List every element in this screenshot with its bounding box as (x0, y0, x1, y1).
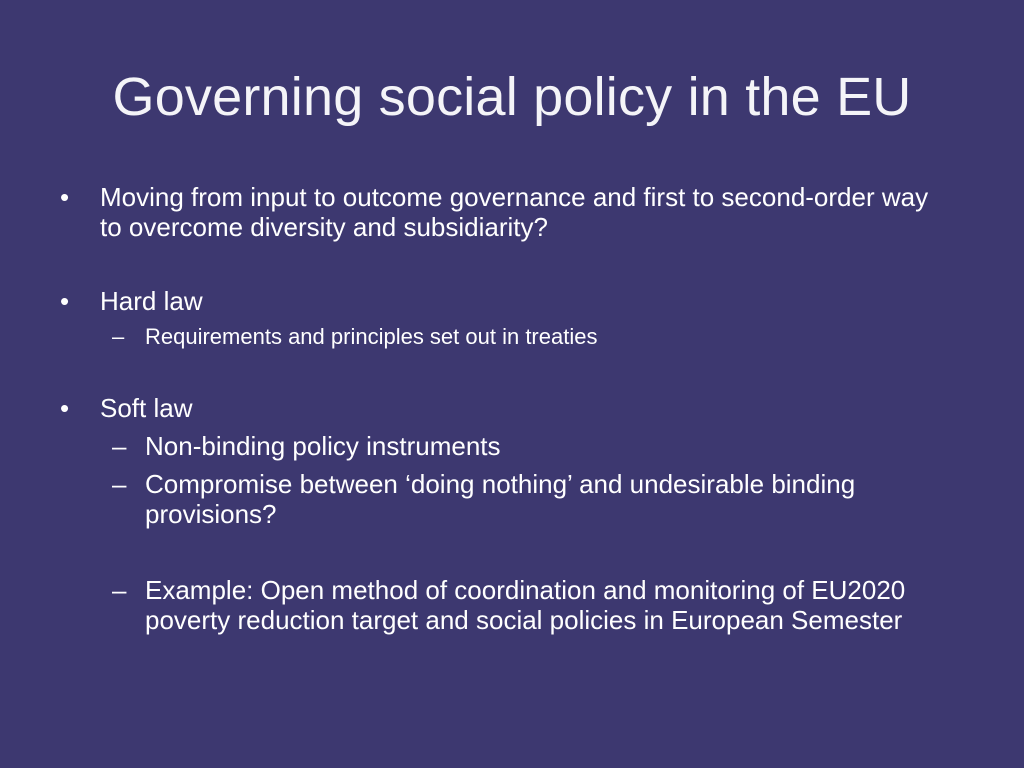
sub-bullet-text: Non-binding policy instruments (145, 431, 501, 461)
bullet-marker: • (60, 182, 70, 212)
bullet-item (60, 393, 940, 423)
dash-marker: – (112, 575, 127, 605)
bullet-text: Soft law (100, 393, 193, 423)
sub-bullet-text: Requirements and principles set out in treaties (145, 324, 598, 349)
bullet-item (60, 286, 940, 316)
sub-bullet-text: Compromise between ‘doing nothing’ and undesirable binding provisions? (145, 469, 856, 529)
sub-bullet-item (112, 431, 972, 461)
bullet-marker: • (60, 286, 70, 316)
bullet-item (60, 182, 940, 242)
dash-marker: – (112, 431, 127, 461)
bullet-text: Moving from input to outcome governance and first to second-order way to overcome diversity and subsidiarity? (100, 182, 929, 242)
bullet-text: Hard law (100, 286, 203, 316)
dash-marker: – (112, 469, 127, 499)
sub-bullet-text: Example: Open method of coordination and monitoring of EU2020 poverty reduction target and social policies in European Semester (145, 575, 906, 635)
sub-bullet-item (112, 324, 972, 350)
sub-bullet-item (112, 575, 972, 635)
sub-bullet-item (112, 469, 972, 529)
bullet-marker: • (60, 393, 70, 423)
dash-marker: – (112, 324, 125, 349)
slide-title: Governing social policy in the EU (112, 67, 912, 127)
